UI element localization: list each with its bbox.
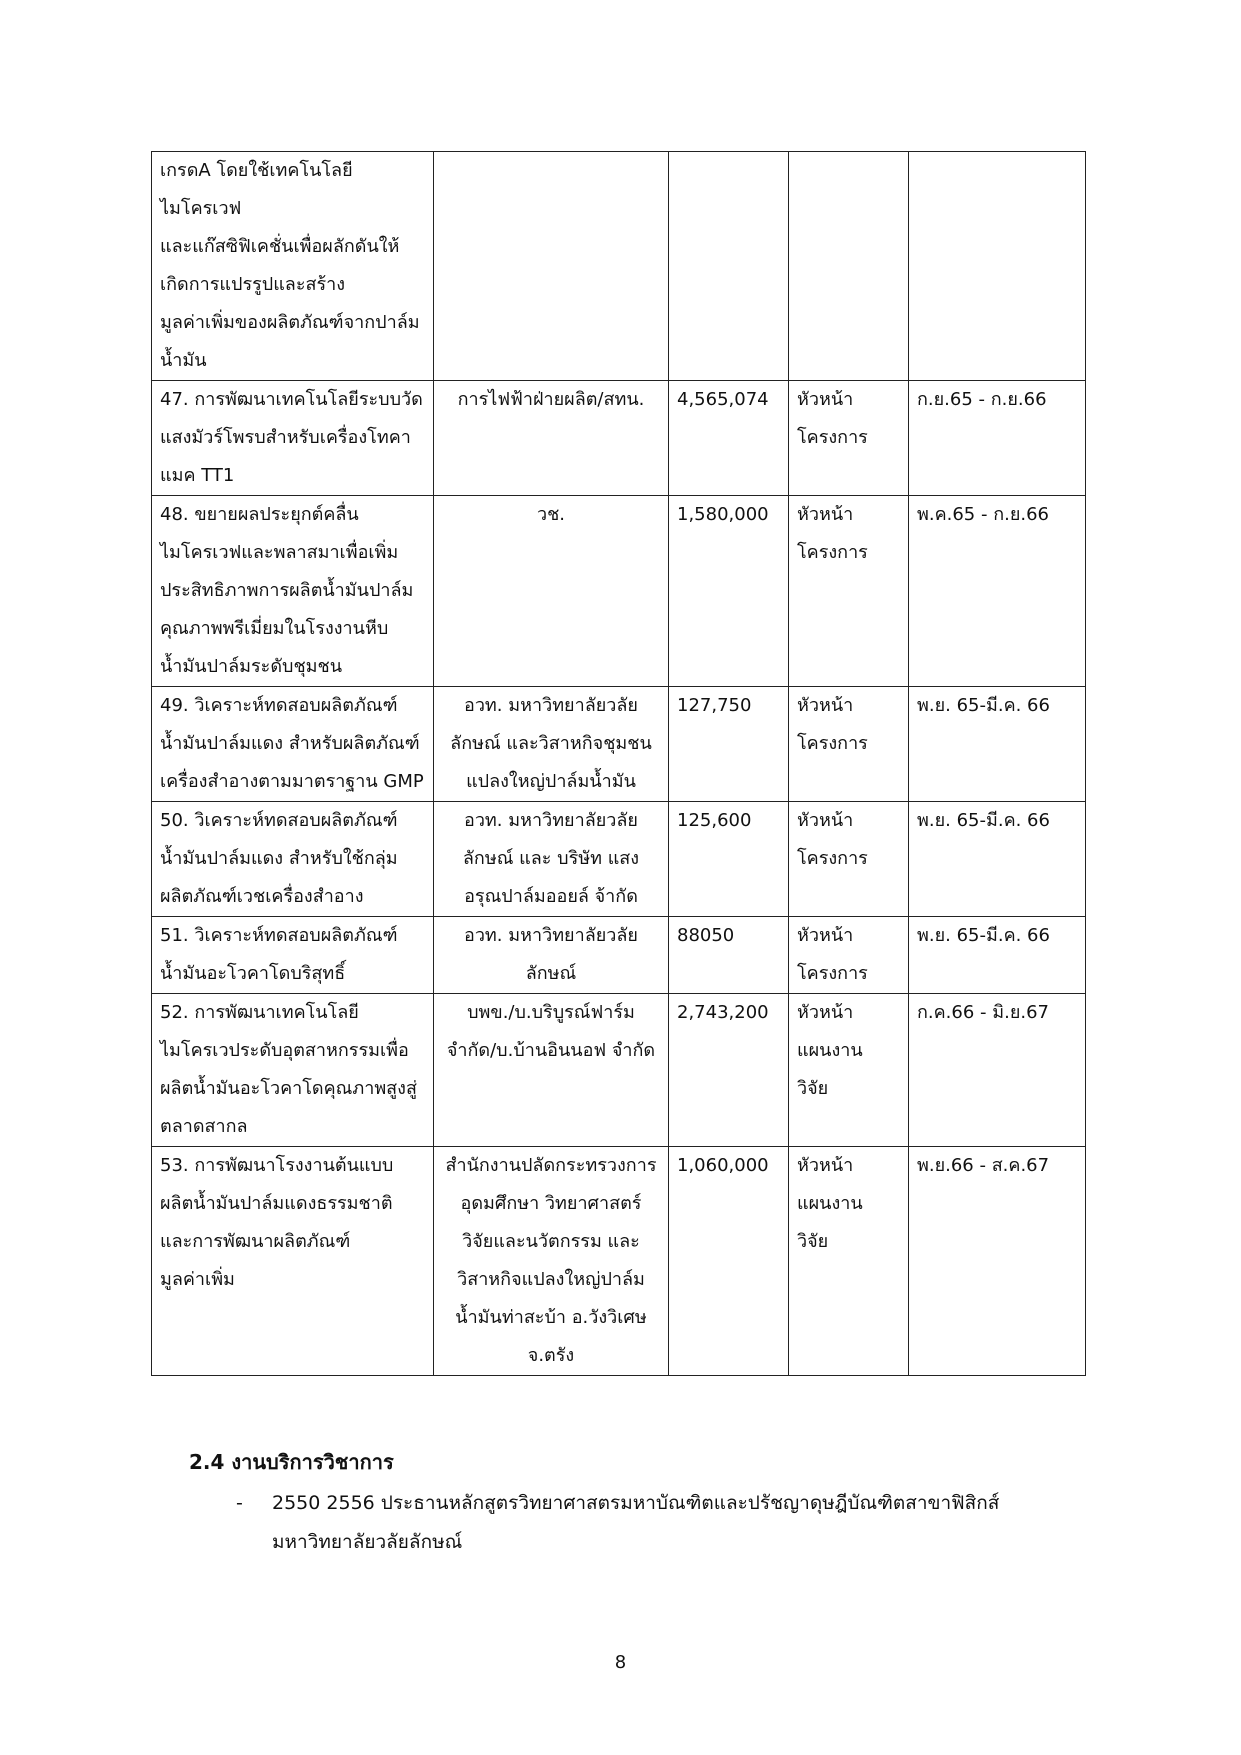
table-body [152, 152, 1086, 1376]
section-heading: 2.4 งานบริการวิชาการ [189, 1450, 394, 1474]
period-cell: พ.ย. 65-มี.ค. 66 [909, 687, 1086, 802]
table-row [152, 917, 1086, 994]
table-row [152, 802, 1086, 917]
role-cell: หัวหน้า โครงการ [789, 687, 909, 802]
research-projects-table [151, 151, 1086, 1376]
table-row [152, 1147, 1086, 1376]
page-number: 8 [614, 1652, 627, 1673]
budget-cell [669, 152, 789, 381]
table-row [152, 152, 1086, 381]
role-cell: หัวหน้า โครงการ [789, 802, 909, 917]
project-title-cell: 52. การพัฒนาเทคโนโลยี ไมโครเวประดับอุตสาหกรรมเพื่อ ผลิตน้ำมันอะโวคาโดคุณภาพสูงสู่ ตลาดสากล [152, 994, 434, 1147]
role-cell: หัวหน้า แผนงาน วิจัย [789, 994, 909, 1147]
funding-partner-cell: การไฟฟ้าฝ่ายผลิต/สทน. [434, 381, 669, 496]
funding-partner-cell: สำนักงานปลัดกระทรวงการ อุดมศึกษา วิทยาศาสตร์ วิจัยและนวัตกรรม และ วิสาหกิจแปลงใหญ่ปาล์ม น้ำมันท่าสะบ้า อ.วังวิเศษ จ.ตรัง [434, 1147, 669, 1376]
period-cell: พ.ย. 65-มี.ค. 66 [909, 802, 1086, 917]
table-row [152, 496, 1086, 687]
project-title-cell: 48. ขยายผลประยุกต์คลื่น ไมโครเวฟและพลาสมาเพื่อเพิ่ม ประสิทธิภาพการผลิตน้ำมันปาล์ม คุณภาพพรีเมี่ยมในโรงงานหีบ น้ำมันปาล์มระดับชุมชน [152, 496, 434, 687]
budget-cell: 2,743,200 [669, 994, 789, 1147]
project-title-cell: เกรดA โดยใช้เทคโนโลยีไมโครเวฟ และแก๊สซิฟิเคชั่นเพื่อผลักดันให้ เกิดการแปรรูปและสร้าง มูลค่าเพิ่มของผลิตภัณฑ์จากปาล์ม น้ำมัน [152, 152, 434, 381]
role-cell: หัวหน้า โครงการ [789, 381, 909, 496]
period-cell [909, 152, 1086, 381]
project-title-cell: 47. การพัฒนาเทคโนโลยีระบบวัด แสงมัวร์โพรบสำหรับเครื่องโทคา แมค TT1 [152, 381, 434, 496]
table-row [152, 381, 1086, 496]
budget-cell: 1,580,000 [669, 496, 789, 687]
table-row [152, 687, 1086, 802]
table-row [152, 994, 1086, 1147]
project-title-cell: 53. การพัฒนาโรงงานต้นแบบ ผลิตน้ำมันปาล์มแดงธรรมชาติ และการพัฒนาผลิตภัณฑ์ มูลค่าเพิ่ม [152, 1147, 434, 1376]
budget-cell: 125,600 [669, 802, 789, 917]
project-title-cell: 50. วิเคราะห์ทดสอบผลิตภัณฑ์ น้ำมันปาล์มแดง สำหรับใช้กลุ่ม ผลิตภัณฑ์เวชเครื่องสำอาง [152, 802, 434, 917]
role-cell [789, 152, 909, 381]
funding-partner-cell: วช. [434, 496, 669, 687]
service-item-text: 2550 2556 ประธานหลักสูตรวิทยาศาสตรมหาบัณฑิตและปรัชญาดุษฎีบัณฑิตสาขาฟิสิกส์ มหาวิทยาลัยวลัยลักษณ์ [272, 1492, 1000, 1553]
budget-cell: 127,750 [669, 687, 789, 802]
funding-partner-cell: บพข./บ.บริบูรณ์ฟาร์ม จำกัด/บ.บ้านอินนอฟ จำกัด [434, 994, 669, 1147]
project-title-cell: 49. วิเคราะห์ทดสอบผลิตภัณฑ์ น้ำมันปาล์มแดง สำหรับผลิตภัณฑ์ เครื่องสำอางตามมาตราฐาน GMP [152, 687, 434, 802]
role-cell: หัวหน้า โครงการ [789, 496, 909, 687]
funding-partner-cell [434, 152, 669, 381]
funding-partner-cell: อวท. มหาวิทยาลัยวลัย ลักษณ์ และ บริษัท แสง อรุณปาล์มออยล์ จ้ากัด [434, 802, 669, 917]
funding-partner-cell: อวท. มหาวิทยาลัยวลัย ลักษณ์ และวิสาหกิจชุมชน แปลงใหญ่ปาล์มน้ำมัน [434, 687, 669, 802]
period-cell: พ.ย. 65-มี.ค. 66 [909, 917, 1086, 994]
funding-partner-cell: อวท. มหาวิทยาลัยวลัย ลักษณ์ [434, 917, 669, 994]
service-list-item [236, 1484, 1066, 1562]
budget-cell: 4,565,074 [669, 381, 789, 496]
budget-cell: 88050 [669, 917, 789, 994]
project-title-cell: 51. วิเคราะห์ทดสอบผลิตภัณฑ์ น้ำมันอะโวคาโดบริสุทธิ์ [152, 917, 434, 994]
budget-cell: 1,060,000 [669, 1147, 789, 1376]
role-cell: หัวหน้า แผนงาน วิจัย [789, 1147, 909, 1376]
list-bullet: - [236, 1492, 243, 1514]
period-cell: พ.ค.65 - ก.ย.66 [909, 496, 1086, 687]
period-cell: ก.ค.66 - มิ.ย.67 [909, 994, 1086, 1147]
role-cell: หัวหน้า โครงการ [789, 917, 909, 994]
period-cell: พ.ย.66 - ส.ค.67 [909, 1147, 1086, 1376]
period-cell: ก.ย.65 - ก.ย.66 [909, 381, 1086, 496]
